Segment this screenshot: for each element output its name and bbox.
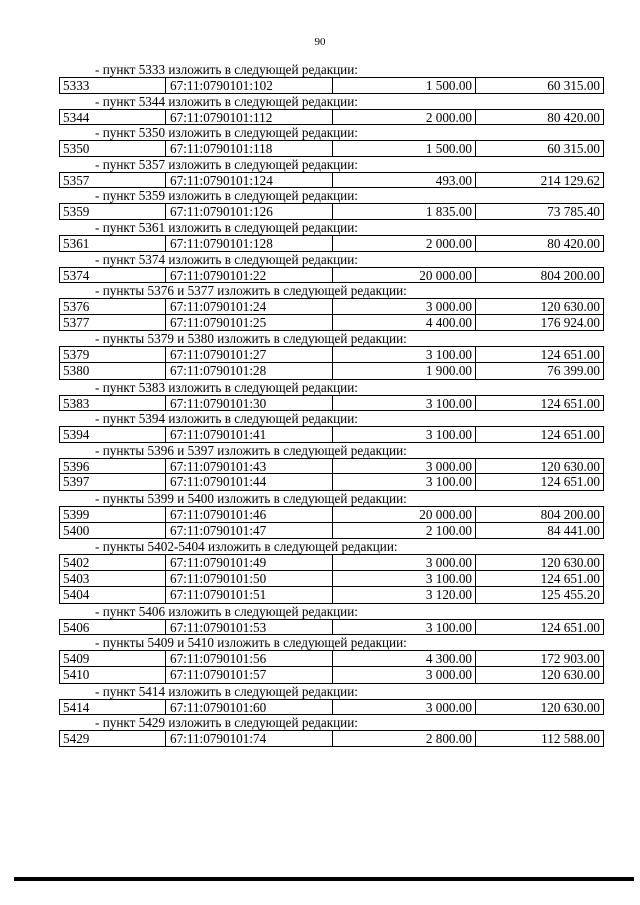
cadastral-number-cell: 67:11:0790101:102 xyxy=(166,78,333,93)
amendment-heading: - пункты 5376 и 5377 изложить в следующей редакции: xyxy=(95,283,407,299)
cadastral-number-cell: 67:11:0790101:53 xyxy=(166,620,333,635)
amendment-section xyxy=(59,125,604,157)
item-number-cell: 5429 xyxy=(60,731,166,746)
area-cell: 3 100.00 xyxy=(333,620,476,635)
amendment-section xyxy=(59,62,604,94)
area-cell: 20 000.00 xyxy=(333,268,476,283)
table-row xyxy=(59,346,604,363)
amendment-heading: - пункт 5414 изложить в следующей редакции: xyxy=(95,683,358,699)
amendment-section xyxy=(59,331,604,379)
amendment-heading: - пункт 5344 изложить в следующей редакции: xyxy=(95,93,358,109)
item-number-cell: 5376 xyxy=(60,299,166,314)
table-row xyxy=(59,699,604,716)
item-number-cell: 5361 xyxy=(60,236,166,251)
cadastral-number-cell: 67:11:0790101:56 xyxy=(166,651,333,666)
amendment-section xyxy=(59,252,604,284)
cadastral-number-cell: 67:11:0790101:50 xyxy=(166,571,333,587)
cadastral-number-cell: 67:11:0790101:126 xyxy=(166,204,333,219)
amendment-section xyxy=(59,604,604,636)
amendment-heading: - пункт 5359 изложить в следующей редакции: xyxy=(95,188,358,204)
value-cell: 172 903.00 xyxy=(540,651,600,667)
cadastral-number-cell: 67:11:0790101:124 xyxy=(166,173,333,188)
item-number-cell: 5399 xyxy=(60,507,166,522)
cadastral-number-cell: 67:11:0790101:43 xyxy=(166,459,333,474)
area-cell: 2 000.00 xyxy=(333,110,476,125)
item-number-cell: 5333 xyxy=(60,78,166,93)
table-row xyxy=(59,395,604,412)
area-cell: 493.00 xyxy=(333,173,476,188)
amendment-section xyxy=(59,684,604,716)
amendment-section xyxy=(59,715,604,747)
item-number-cell: 5359 xyxy=(60,204,166,219)
amendment-table xyxy=(59,699,604,716)
amendment-section xyxy=(59,635,604,683)
amendment-heading: - пункты 5379 и 5380 изложить в следующей редакции: xyxy=(95,331,407,347)
value-cell: 120 630.00 xyxy=(540,555,600,570)
value-cell: 124 651.00 xyxy=(540,427,600,442)
amendment-section xyxy=(59,188,604,220)
item-number-cell: 5380 xyxy=(60,363,166,379)
value-cell: 125 455.20 xyxy=(540,587,600,603)
item-number-cell: 5383 xyxy=(60,396,166,411)
table-row xyxy=(59,426,604,443)
value-cell: 120 630.00 xyxy=(540,667,600,683)
amendment-heading: - пункт 5383 изложить в следующей редакции: xyxy=(95,379,358,395)
table-row xyxy=(59,650,604,667)
amendment-heading: - пункты 5399 и 5400 изложить в следующей редакции: xyxy=(95,490,407,506)
amendment-table xyxy=(59,235,604,252)
value-cell: 124 651.00 xyxy=(540,474,600,490)
amendment-heading: - пункт 5374 изложить в следующей редакции: xyxy=(95,251,358,267)
amendment-section xyxy=(59,539,604,604)
amendment-section xyxy=(59,283,604,331)
area-cell: 4 300.00 xyxy=(333,651,476,666)
area-cell: 3 100.00 xyxy=(333,427,476,442)
cadastral-number-cell: 67:11:0790101:22 xyxy=(166,268,333,283)
value-cell: 80 420.00 xyxy=(547,109,600,125)
item-number-cell: 5394 xyxy=(60,427,166,442)
item-number-cell: 5357 xyxy=(60,173,166,188)
amendment-table xyxy=(59,203,604,220)
area-cell: 3 100.00 xyxy=(333,474,476,490)
amendment-table xyxy=(59,172,604,189)
item-number-cell: 5350 xyxy=(60,141,166,156)
value-cell: 214 129.62 xyxy=(540,172,600,188)
amendment-table xyxy=(59,298,604,331)
area-cell: 3 000.00 xyxy=(333,459,476,474)
cadastral-number-cell: 67:11:0790101:44 xyxy=(166,474,333,490)
amendment-section xyxy=(59,411,604,443)
area-cell: 3 100.00 xyxy=(333,347,476,362)
amendment-table xyxy=(59,426,604,443)
amendment-table xyxy=(59,77,604,94)
amendment-section xyxy=(59,157,604,189)
area-cell: 3 100.00 xyxy=(333,396,476,411)
table-row xyxy=(59,506,604,523)
cadastral-number-cell: 67:11:0790101:47 xyxy=(166,523,333,539)
value-cell: 76 399.00 xyxy=(547,362,600,378)
area-cell: 1 900.00 xyxy=(333,363,476,379)
cadastral-number-cell: 67:11:0790101:46 xyxy=(166,507,333,522)
value-cell: 120 630.00 xyxy=(540,699,600,715)
value-cell: 804 200.00 xyxy=(540,267,600,283)
area-cell: 3 120.00 xyxy=(333,587,476,603)
cadastral-number-cell: 67:11:0790101:112 xyxy=(166,110,333,125)
cadastral-number-cell: 67:11:0790101:28 xyxy=(166,363,333,379)
table-row xyxy=(59,172,604,189)
table-row xyxy=(59,458,604,475)
amendment-table xyxy=(59,506,604,539)
area-cell: 1 500.00 xyxy=(333,78,476,93)
amendments-list xyxy=(59,62,604,747)
item-number-cell: 5396 xyxy=(60,459,166,474)
value-cell: 80 420.00 xyxy=(547,235,600,251)
amendment-heading: - пункт 5361 изложить в следующей редакции: xyxy=(95,219,358,235)
area-cell: 4 400.00 xyxy=(333,315,476,331)
value-cell: 124 651.00 xyxy=(540,395,600,411)
table-row xyxy=(59,140,604,157)
cadastral-number-cell: 67:11:0790101:118 xyxy=(166,141,333,156)
item-number-cell: 5379 xyxy=(60,347,166,362)
value-cell: 176 924.00 xyxy=(540,314,600,330)
value-cell: 84 441.00 xyxy=(547,522,600,538)
item-number-cell: 5409 xyxy=(60,651,166,666)
value-cell: 804 200.00 xyxy=(540,506,600,522)
value-cell: 120 630.00 xyxy=(540,299,600,314)
table-row xyxy=(59,109,604,126)
table-row xyxy=(59,667,604,684)
amendment-heading: - пункт 5357 изложить в следующей редакции: xyxy=(95,156,358,172)
amendment-heading: - пункты 5402-5404 изложить в следующей редакции: xyxy=(95,539,398,555)
value-cell: 120 630.00 xyxy=(540,458,600,474)
table-row xyxy=(59,474,604,491)
item-number-cell: 5414 xyxy=(60,700,166,715)
page-number: 90 xyxy=(314,36,326,48)
item-number-cell: 5374 xyxy=(60,268,166,283)
area-cell: 1 835.00 xyxy=(333,204,476,219)
item-number-cell: 5397 xyxy=(60,474,166,490)
area-cell: 3 000.00 xyxy=(333,299,476,314)
area-cell: 1 500.00 xyxy=(333,141,476,156)
item-number-cell: 5403 xyxy=(60,571,166,587)
area-cell: 3 000.00 xyxy=(333,667,476,683)
amendment-heading: - пункт 5429 изложить в следующей редакции: xyxy=(95,715,358,731)
item-number-cell: 5402 xyxy=(60,555,166,570)
table-row xyxy=(59,523,604,540)
table-row xyxy=(59,235,604,252)
cadastral-number-cell: 67:11:0790101:25 xyxy=(166,315,333,331)
footer-rule xyxy=(14,877,634,881)
table-row xyxy=(59,571,604,588)
cadastral-number-cell: 67:11:0790101:49 xyxy=(166,555,333,570)
amendment-section xyxy=(59,94,604,126)
table-row xyxy=(59,298,604,315)
table-row xyxy=(59,587,604,604)
amendment-table xyxy=(59,650,604,683)
amendment-table xyxy=(59,395,604,412)
table-row xyxy=(59,203,604,220)
area-cell: 3 000.00 xyxy=(333,555,476,570)
cadastral-number-cell: 67:11:0790101:60 xyxy=(166,700,333,715)
value-cell: 124 651.00 xyxy=(540,619,600,635)
area-cell: 2 800.00 xyxy=(333,731,476,746)
cadastral-number-cell: 67:11:0790101:24 xyxy=(166,299,333,314)
area-cell: 3 100.00 xyxy=(333,571,476,587)
cadastral-number-cell: 67:11:0790101:27 xyxy=(166,347,333,362)
area-cell: 3 000.00 xyxy=(333,700,476,715)
cadastral-number-cell: 67:11:0790101:30 xyxy=(166,396,333,411)
table-row xyxy=(59,267,604,284)
amendment-heading: - пункт 5394 изложить в следующей редакции: xyxy=(95,411,358,427)
area-cell: 20 000.00 xyxy=(333,507,476,522)
item-number-cell: 5410 xyxy=(60,667,166,683)
value-cell: 60 315.00 xyxy=(547,141,600,156)
item-number-cell: 5377 xyxy=(60,315,166,331)
item-number-cell: 5344 xyxy=(60,110,166,125)
cadastral-number-cell: 67:11:0790101:41 xyxy=(166,427,333,442)
amendment-section xyxy=(59,220,604,252)
amendment-table xyxy=(59,140,604,157)
cadastral-number-cell: 67:11:0790101:51 xyxy=(166,587,333,603)
area-cell: 2 000.00 xyxy=(333,236,476,251)
amendment-section xyxy=(59,380,604,412)
amendment-heading: - пункты 5409 и 5410 изложить в следующей редакции: xyxy=(95,635,407,651)
amendment-table xyxy=(59,267,604,284)
item-number-cell: 5400 xyxy=(60,523,166,539)
amendment-table xyxy=(59,730,604,747)
table-row xyxy=(59,315,604,332)
value-cell: 124 651.00 xyxy=(540,347,600,362)
amendment-table xyxy=(59,346,604,379)
amendment-table xyxy=(59,554,604,604)
amendment-heading: - пункт 5350 изложить в следующей редакции: xyxy=(95,125,358,141)
amendment-table xyxy=(59,619,604,636)
amendment-heading: - пункт 5406 изложить в следующей редакции: xyxy=(95,603,358,619)
amendment-section xyxy=(59,491,604,539)
item-number-cell: 5404 xyxy=(60,587,166,603)
amendment-heading: - пункт 5333 изложить в следующей редакции: xyxy=(95,62,358,77)
table-row xyxy=(59,730,604,747)
table-row xyxy=(59,554,604,571)
amendment-table xyxy=(59,109,604,126)
item-number-cell: 5406 xyxy=(60,620,166,635)
area-cell: 2 100.00 xyxy=(333,523,476,539)
cadastral-number-cell: 67:11:0790101:128 xyxy=(166,236,333,251)
table-row xyxy=(59,363,604,380)
cadastral-number-cell: 67:11:0790101:74 xyxy=(166,731,333,746)
amendment-section xyxy=(59,443,604,491)
cadastral-number-cell: 67:11:0790101:57 xyxy=(166,667,333,683)
value-cell: 60 315.00 xyxy=(547,78,600,93)
value-cell: 112 588.00 xyxy=(541,731,600,746)
table-row xyxy=(59,77,604,94)
amendment-table xyxy=(59,458,604,491)
value-cell: 124 651.00 xyxy=(540,570,600,586)
table-row xyxy=(59,619,604,636)
amendment-heading: - пункты 5396 и 5397 изложить в следующей редакции: xyxy=(95,442,407,458)
value-cell: 73 785.40 xyxy=(547,204,600,219)
